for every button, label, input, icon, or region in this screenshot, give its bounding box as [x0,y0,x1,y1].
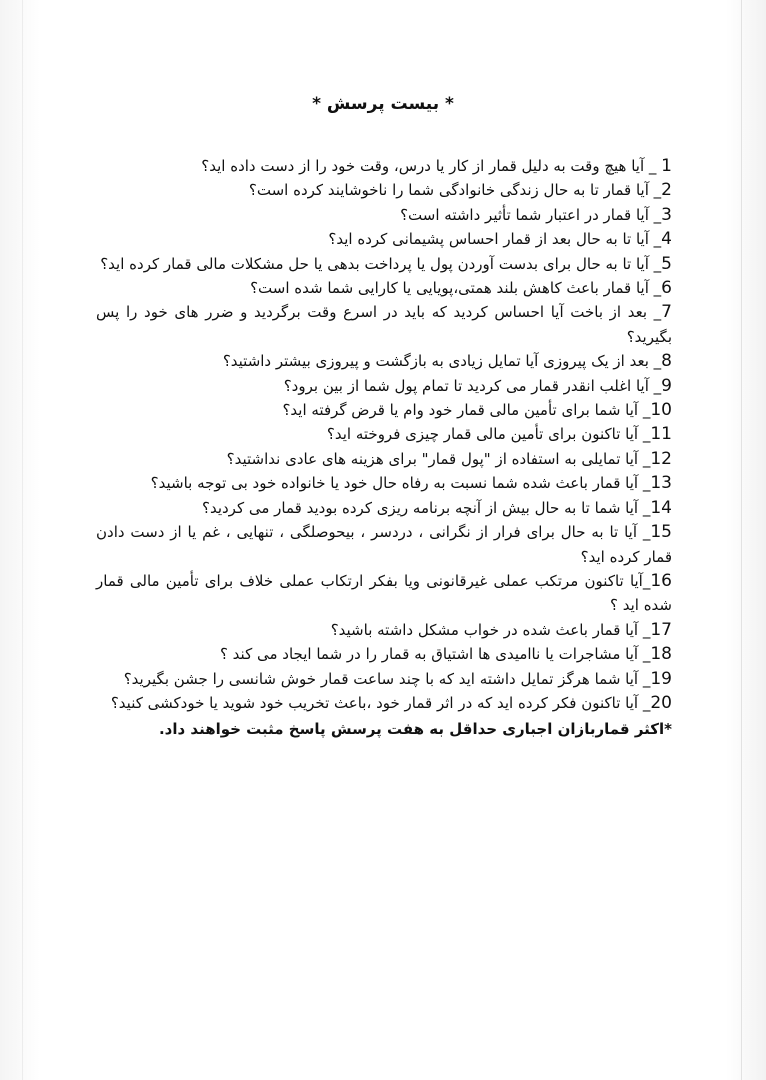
question-text: _ آیا قمار باعث شده شما نسبت به رفاه حال خود یا خانواده خود بی توجه باشید؟ [150,474,651,493]
question-number: 8 [661,351,672,372]
question-text: _ بعد از یک پیروزی آیا تمایل زیادی به بازگشت و پیروزی بیشتر داشتید؟ [222,352,662,371]
page-title: * بیست پرسش * [312,94,454,114]
question-text: _ آیا قمار باعث کاهش بلند همتی،پویایی یا کارایی شما شده است؟ [250,279,662,298]
question-text: _آیا تاکنون مرتکب عملی غیرقانونی ویا بفکر ارتکاب عملی خلاف برای تأمین مالی قمار شده اید ؟ [96,571,672,615]
question-item [96,618,672,642]
question-number: 6 [661,278,672,299]
question-text: _ آیا مشاجرات یا ناامیدی ها اشتیاق به قمار را در شما ایجاد می کند ؟ [219,645,651,664]
question-text: _ آیا هیچ وقت به دلیل قمار از کار یا درس، وقت خود را از دست داده اید؟ [201,157,662,175]
question-number: 9 [661,375,672,396]
question-item [96,349,672,373]
question-item [96,374,672,398]
footer-note: *اکثر قماربازان اجباری حداقل به هفت پرسش پاسخ مثبت خواهند داد. [158,720,672,739]
question-text: _ آیا قمار تا به حال زندگی خانوادگی شما را ناخوشایند کرده است؟ [248,181,662,200]
question-item [96,252,672,276]
question-item [96,447,672,471]
question-number: 14 [650,497,672,518]
question-item [96,276,672,300]
question-text: _ آیا شما تا به حال بیش از آنچه برنامه ریزی کرده بودید قمار می کردید؟ [201,498,651,517]
question-number: 7 [661,302,672,323]
question-text: _ آیا اغلب انقدر قمار می کردید تا تمام پول شما از بین برود؟ [283,376,662,395]
question-number: 4 [661,229,672,250]
question-number: 17 [650,619,672,640]
question-text: _ آیا قمار باعث شده در خواب مشکل داشته باشید؟ [330,620,651,639]
question-number: 13 [650,473,672,494]
question-number: 11 [650,424,672,445]
question-text: _ آیا قمار در اعتبار شما تأثیر داشته است؟ [400,205,662,224]
page-edge-left [22,0,23,1080]
page-edge-right [741,0,742,1080]
question-item [96,496,672,520]
question-item [96,227,672,251]
question-number: 1 [661,156,672,176]
question-item [96,203,672,227]
question-item [96,422,672,446]
question-text: _ آیا تا به حال برای بدست آوردن پول یا پرداخت بدهی یا حل مشکلات مالی قمار کرده اید؟ [100,254,662,273]
question-list [96,154,672,742]
question-text: _ بعد از باخت آیا احساس کردید که باید در اسرع وقت برگردید و ضرر های خود را پس بگیرید؟ [96,303,672,346]
question-item [96,398,672,422]
question-number: 12 [650,448,672,469]
question-item [96,154,672,178]
question-number: 18 [650,644,672,665]
question-text: _ آیا تا به حال بعد از قمار احساس پشیمانی کرده اید؟ [328,230,662,249]
question-number: 2 [661,180,672,201]
question-number: 19 [650,668,672,689]
question-text: _ آیا تاکنون فکر کرده اید که در اثر قمار خود ،باعث تخریب خود شوید یا خودکشی کنید؟ [110,693,651,712]
question-text: _ آیا تا به حال برای فرار از نگرانی ، دردسر ، بیحوصلگی ، تنهایی ، غم یا از دست دادن قمار کرده اید؟ [96,523,672,566]
question-text: _ آیا شما برای تأمین مالی قمار خود وام یا قرض گرفته اید؟ [282,401,651,420]
question-number: 16 [650,570,672,591]
question-item [96,667,672,691]
question-item [96,300,672,349]
question-item [96,520,672,569]
question-number: 3 [661,204,672,225]
question-text: _ آیا تمایلی به استفاده از "پول قمار" برای هزینه های عادی نداشتید؟ [226,449,651,468]
question-number: 5 [661,253,672,274]
question-item [96,642,672,666]
question-item [96,691,672,715]
question-number: 10 [650,400,672,421]
question-item [96,569,672,618]
question-number: 20 [650,692,672,713]
question-item [96,471,672,495]
question-number: 15 [650,522,672,543]
question-item [96,178,672,202]
question-text: _ آیا تاکنون برای تأمین مالی قمار چیزی فروخته اید؟ [326,425,651,444]
question-text: _ آیا شما هرگز تمایل داشته اید که با چند ساعت قمار خوش شانسی را جشن بگیرید؟ [123,669,651,688]
